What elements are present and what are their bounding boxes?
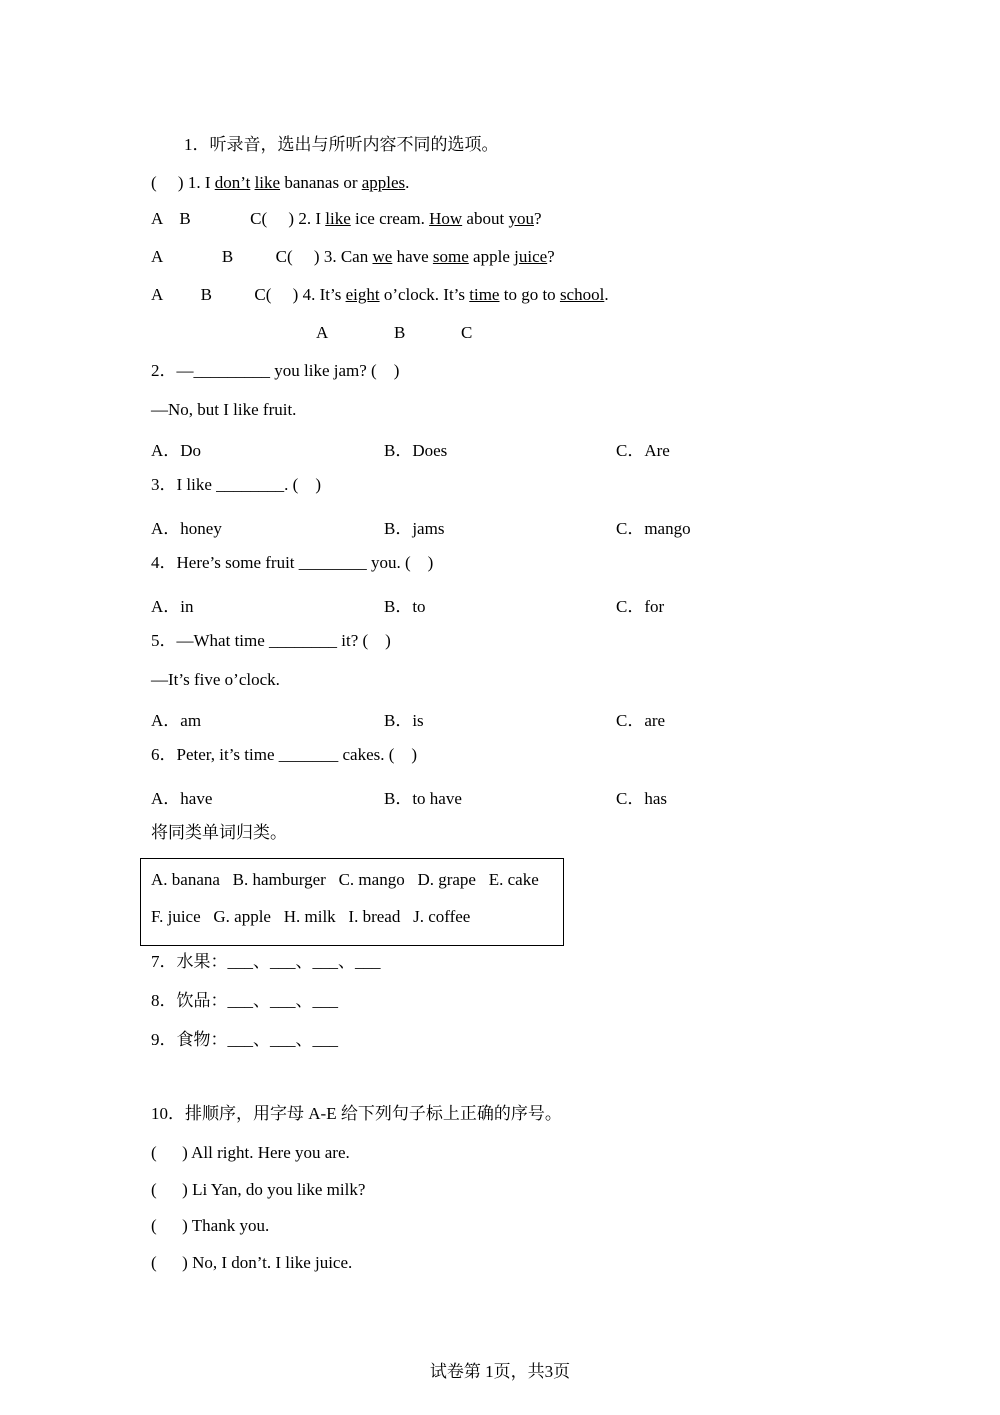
q6-option-a: A．have	[151, 789, 213, 808]
q2-stem: 2．—_________ you like jam? ( )	[151, 361, 400, 380]
q3-option-a: A．honey	[151, 519, 222, 538]
q4-option-b: B．to	[384, 597, 426, 616]
classify-heading: 将同类单词归类。	[151, 823, 287, 842]
q1-line5-option-c: C	[461, 323, 473, 342]
word-box	[140, 858, 564, 946]
q4-option-a: A．in	[151, 597, 194, 616]
q5-option-c: C．are	[616, 711, 666, 730]
q4-option-c: C．for	[616, 597, 665, 616]
q1-line-2: A B C( ) 2. I like ice cream. How about you?	[151, 209, 542, 228]
q5-option-b: B．is	[384, 711, 424, 730]
q3-option-b: B．jams	[384, 519, 445, 538]
q7-fruit: 7．水果：___、___、___、___	[151, 952, 381, 971]
page-footer: 试卷第 1页，共3页	[429, 1362, 571, 1381]
q10-item: ( ) Thank you.	[151, 1216, 270, 1235]
q5-reply: —It’s five o’clock.	[151, 670, 280, 689]
q10-item: ( ) Li Yan, do you like milk?	[151, 1180, 366, 1199]
q6-option-c: C．has	[616, 789, 667, 808]
word-box-row-1: A. banana B. hamburger C. mango D. grape E. cake	[151, 870, 539, 889]
q2-option-a: A．Do	[151, 441, 202, 460]
q8-drinks: 8．饮品：___、___、___	[151, 991, 338, 1010]
q2-option-c: C．Are	[616, 441, 670, 460]
q1-line5-option-b: B	[394, 323, 406, 342]
q5-option-a: A．am	[151, 711, 202, 730]
q10-item: ( ) All right. Here you are.	[151, 1143, 350, 1162]
q4-stem: 4．Here’s some fruit ________ you. ( )	[151, 553, 434, 572]
q2-reply: —No, but I like fruit.	[151, 400, 297, 419]
q3-option-c: C．mango	[616, 519, 691, 538]
q1-line-3: A B C( ) 3. Can we have some apple juice?	[151, 247, 555, 266]
word-box-row-2: F. juice G. apple H. milk I. bread J. coffee	[151, 907, 471, 926]
q6-option-b: B．to have	[384, 789, 462, 808]
q3-stem: 3．I like ________. ( )	[151, 475, 321, 494]
q6-stem: 6．Peter, it’s time _______ cakes. ( )	[151, 745, 418, 764]
q1-heading: 1．听录音，选出与所听内容不同的选项。	[184, 135, 499, 154]
q1-line-1: ( ) 1. I don’t like bananas or apples.	[151, 173, 410, 192]
q1-line5-option-a: A	[316, 323, 329, 342]
q2-option-b: B．Does	[384, 441, 448, 460]
q5-stem: 5．—What time ________ it? ( )	[151, 631, 391, 650]
q1-line-4: A B C( ) 4. It’s eight o’clock. It’s time to go to school.	[151, 285, 609, 304]
q9-food: 9．食物：___、___、___	[151, 1030, 338, 1049]
q10-heading: 10．排顺序，用字母 A-E 给下列句子标上正确的序号。	[151, 1104, 562, 1123]
q10-item: ( ) No, I don’t. I like juice.	[151, 1253, 353, 1272]
